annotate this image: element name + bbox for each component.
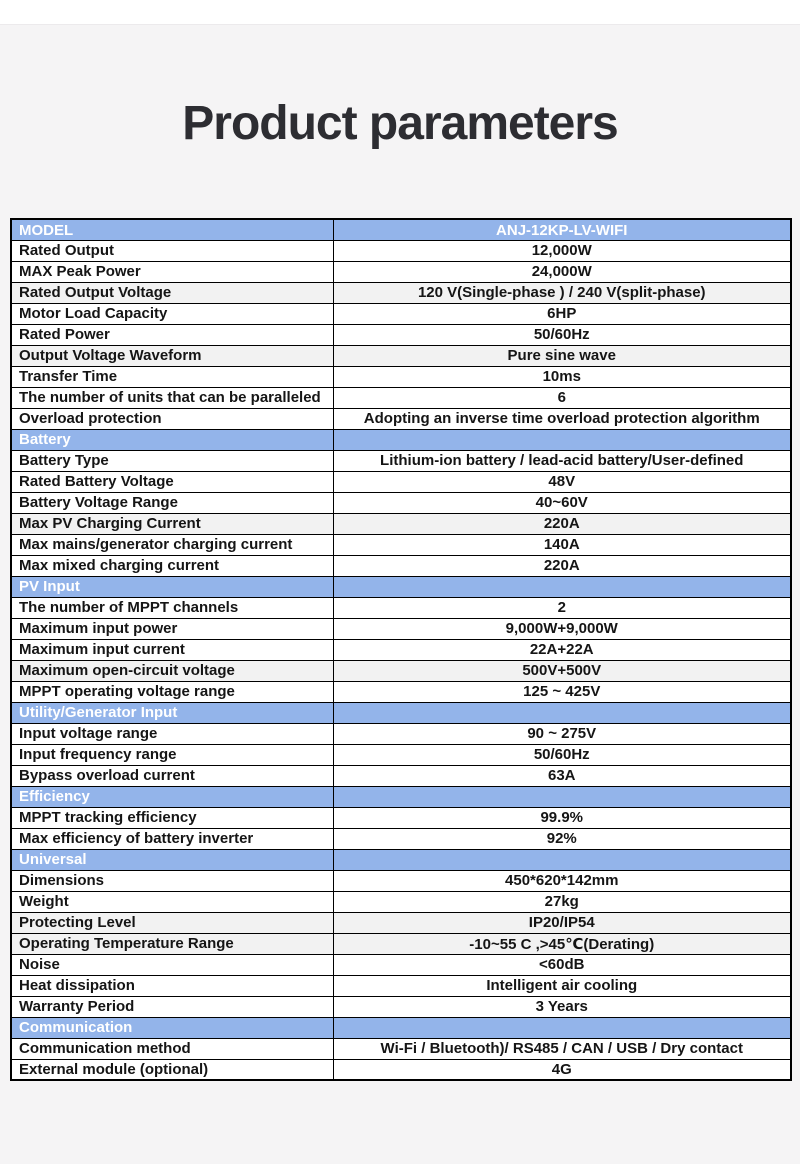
table-row (11, 366, 791, 387)
table-row (11, 492, 791, 513)
section-value-cell (333, 576, 791, 597)
param-value-cell (333, 597, 791, 618)
section-row (11, 576, 791, 597)
param-label: Max PV Charging Current (19, 515, 201, 533)
section-title: PV Input (19, 578, 80, 596)
param-label: Transfer Time (19, 368, 118, 386)
param-label: External module (optional) (19, 1061, 209, 1079)
param-value: 24,000W (531, 263, 592, 281)
param-value-cell (333, 324, 791, 345)
section-title: Efficiency (19, 788, 90, 806)
param-label-cell (11, 744, 333, 765)
param-label-cell (11, 912, 333, 933)
parameters-table-body (11, 219, 791, 1080)
section-label-cell (11, 576, 333, 597)
table-row (11, 891, 791, 912)
param-value-cell (333, 513, 791, 534)
param-label: Rated Output (19, 242, 114, 260)
param-label: The number of MPPT channels (19, 599, 239, 617)
table-row (11, 303, 791, 324)
param-value: 12,000W (531, 242, 592, 260)
param-label-cell (11, 471, 333, 492)
section-value-cell (333, 849, 791, 870)
param-value: Lithium-ion battery / lead-acid battery/User-defined (380, 452, 744, 470)
param-label: Communication method (19, 1040, 191, 1058)
table-row (11, 387, 791, 408)
param-value-cell (333, 303, 791, 324)
param-label: Warranty Period (19, 998, 135, 1016)
param-label-cell (11, 933, 333, 954)
table-row (11, 828, 791, 849)
param-label: Maximum input power (19, 620, 178, 638)
param-value-cell (333, 933, 791, 954)
param-value-cell (333, 282, 791, 303)
table-row (11, 954, 791, 975)
param-label-cell (11, 492, 333, 513)
parameters-table-wrap (10, 218, 790, 1081)
param-value-cell (333, 534, 791, 555)
param-value-cell (333, 387, 791, 408)
param-label: Dimensions (19, 872, 105, 890)
param-value: 63A (547, 767, 576, 785)
param-label: Noise (19, 956, 60, 974)
param-label-cell (11, 555, 333, 576)
param-value-cell (333, 408, 791, 429)
param-label-cell (11, 513, 333, 534)
param-label-cell (11, 303, 333, 324)
table-row (11, 555, 791, 576)
param-label-cell (11, 1059, 333, 1080)
param-label-cell (11, 975, 333, 996)
param-label: Rated Output Voltage (19, 284, 172, 302)
param-value-cell (333, 744, 791, 765)
param-label-cell (11, 408, 333, 429)
table-row (11, 471, 791, 492)
param-label-cell (11, 681, 333, 702)
table-row (11, 975, 791, 996)
param-label-cell (11, 597, 333, 618)
param-label-cell (11, 1038, 333, 1059)
param-value: Wi-Fi / Bluetooth)/ RS485 / CAN / USB / Dry contact (380, 1040, 743, 1058)
param-label-cell (11, 765, 333, 786)
param-value-cell (333, 555, 791, 576)
section-value-cell (333, 1017, 791, 1038)
table-row (11, 282, 791, 303)
param-label-cell (11, 996, 333, 1017)
param-label-cell (11, 618, 333, 639)
param-label: Rated Power (19, 326, 110, 344)
param-label-cell (11, 345, 333, 366)
table-row (11, 933, 791, 954)
section-label-cell (11, 429, 333, 450)
param-label-cell (11, 723, 333, 744)
param-value-cell (333, 828, 791, 849)
section-value-cell (333, 786, 791, 807)
param-value: Intelligent air cooling (486, 977, 638, 995)
param-value: 4G (551, 1061, 572, 1079)
param-label: Max efficiency of battery inverter (19, 830, 254, 848)
parameters-table (10, 218, 792, 1081)
table-row (11, 1038, 791, 1059)
section-label-cell (11, 1017, 333, 1038)
param-label: Maximum input current (19, 641, 185, 659)
section-value-cell (333, 429, 791, 450)
section-title: MODEL (19, 221, 74, 239)
section-value-cell (333, 219, 791, 240)
param-value-cell (333, 450, 791, 471)
param-label: Max mixed charging current (19, 557, 220, 575)
section-label-cell (11, 219, 333, 240)
param-label-cell (11, 534, 333, 555)
param-label-cell (11, 324, 333, 345)
param-label: Overload protection (19, 410, 162, 428)
param-label: Protecting Level (19, 914, 136, 932)
param-value: 2 (557, 599, 566, 617)
table-row (11, 324, 791, 345)
param-label: Battery Type (19, 452, 109, 470)
param-value-cell (333, 765, 791, 786)
param-label: Rated Battery Voltage (19, 473, 174, 491)
param-label-cell (11, 807, 333, 828)
section-row (11, 786, 791, 807)
param-value: 3 Years (535, 998, 588, 1016)
param-value: 40~60V (535, 494, 588, 512)
section-title: Communication (19, 1019, 133, 1037)
param-label-cell (11, 828, 333, 849)
table-row (11, 618, 791, 639)
section-row (11, 849, 791, 870)
table-row (11, 681, 791, 702)
section-label-cell (11, 702, 333, 723)
param-label: The number of units that can be paralleled (19, 389, 321, 407)
param-value: 9,000W+9,000W (505, 620, 618, 638)
param-label-cell (11, 891, 333, 912)
param-label-cell (11, 639, 333, 660)
table-row (11, 1059, 791, 1080)
param-value-cell (333, 723, 791, 744)
param-value-cell (333, 954, 791, 975)
param-value: 99.9% (540, 809, 584, 827)
param-value-cell (333, 240, 791, 261)
param-label: Weight (19, 893, 69, 911)
param-value-cell (333, 660, 791, 681)
param-value: 450*620*142mm (505, 872, 619, 890)
param-value: -10~55 C ,>45℃(Derating) (469, 935, 655, 953)
top-strip (0, 0, 800, 25)
table-row (11, 597, 791, 618)
param-value-cell (333, 975, 791, 996)
section-label-cell (11, 786, 333, 807)
param-value: 10ms (542, 368, 581, 386)
param-value: IP20/IP54 (528, 914, 595, 932)
table-row (11, 261, 791, 282)
param-value: 125 ~ 425V (523, 683, 601, 701)
param-label-cell (11, 870, 333, 891)
param-value-cell (333, 492, 791, 513)
param-value-cell (333, 807, 791, 828)
param-label-cell (11, 261, 333, 282)
section-title: Utility/Generator Input (19, 704, 178, 722)
param-label-cell (11, 660, 333, 681)
section-row (11, 429, 791, 450)
section-row (11, 1017, 791, 1038)
param-value: 120 V(Single-phase ) / 240 V(split-phase) (417, 284, 706, 302)
param-label-cell (11, 366, 333, 387)
param-label: Maximum open-circuit voltage (19, 662, 235, 680)
table-row (11, 912, 791, 933)
param-value-cell (333, 618, 791, 639)
param-value: 92% (546, 830, 577, 848)
param-value: 500V+500V (522, 662, 602, 680)
table-row (11, 513, 791, 534)
table-row (11, 345, 791, 366)
param-label-cell (11, 282, 333, 303)
param-label: Operating Temperature Range (19, 935, 234, 953)
table-row (11, 807, 791, 828)
section-title: Battery (19, 431, 71, 449)
section-value-cell (333, 702, 791, 723)
param-label: Output Voltage Waveform (19, 347, 202, 365)
param-value-cell (333, 1059, 791, 1080)
param-value-cell (333, 471, 791, 492)
param-label: Input frequency range (19, 746, 177, 764)
table-row (11, 450, 791, 471)
param-label: MAX Peak Power (19, 263, 141, 281)
section-row (11, 219, 791, 240)
param-value: 220A (543, 557, 580, 575)
param-value-cell (333, 870, 791, 891)
param-label: MPPT operating voltage range (19, 683, 235, 701)
param-value: Pure sine wave (507, 347, 616, 365)
param-value-cell (333, 912, 791, 933)
param-label-cell (11, 954, 333, 975)
page-title: Product parameters (182, 97, 618, 150)
table-row (11, 744, 791, 765)
param-label: MPPT tracking efficiency (19, 809, 197, 827)
param-value-cell (333, 261, 791, 282)
param-value: 90 ~ 275V (527, 725, 597, 743)
param-value: 50/60Hz (533, 326, 590, 344)
param-label-cell (11, 240, 333, 261)
param-value: <60dB (539, 956, 585, 974)
param-value-cell (333, 681, 791, 702)
param-value: 50/60Hz (533, 746, 590, 764)
table-row (11, 660, 791, 681)
param-value: 6 (557, 389, 566, 407)
section-row (11, 702, 791, 723)
param-value-cell (333, 345, 791, 366)
param-label: Motor Load Capacity (19, 305, 168, 323)
table-row (11, 408, 791, 429)
param-value: 48V (548, 473, 576, 491)
table-row (11, 723, 791, 744)
param-value-cell (333, 891, 791, 912)
param-label: Bypass overload current (19, 767, 195, 785)
param-label: Input voltage range (19, 725, 158, 743)
table-row (11, 870, 791, 891)
param-value: 140A (543, 536, 580, 554)
param-value: 220A (543, 515, 580, 533)
table-row (11, 765, 791, 786)
param-value-cell (333, 639, 791, 660)
table-row (11, 639, 791, 660)
param-label-cell (11, 387, 333, 408)
param-value-cell (333, 996, 791, 1017)
param-label-cell (11, 450, 333, 471)
param-value: 22A+22A (529, 641, 594, 659)
param-value: Adopting an inverse time overload protection algorithm (363, 410, 760, 428)
table-row (11, 240, 791, 261)
param-label: Heat dissipation (19, 977, 135, 995)
param-label: Max mains/generator charging current (19, 536, 293, 554)
model-value: ANJ-12KP-LV-WIFI (496, 221, 628, 239)
table-row (11, 534, 791, 555)
table-row (11, 996, 791, 1017)
section-title: Universal (19, 851, 87, 869)
param-value: 6HP (547, 305, 577, 323)
param-label: Battery Voltage Range (19, 494, 178, 512)
param-value: 27kg (544, 893, 579, 911)
section-label-cell (11, 849, 333, 870)
param-value-cell (333, 366, 791, 387)
param-value-cell (333, 1038, 791, 1059)
